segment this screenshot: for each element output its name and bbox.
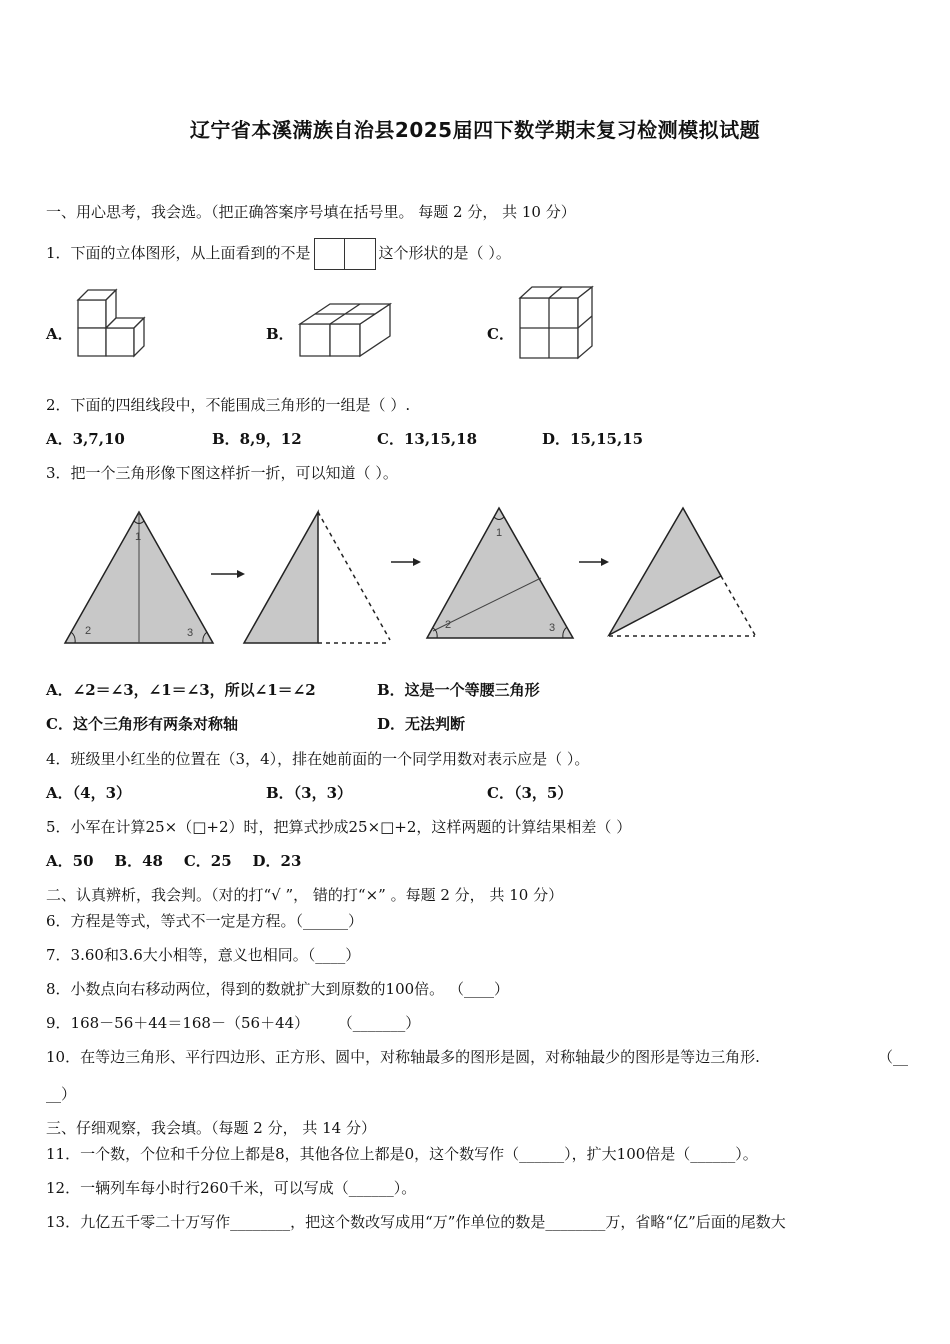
question-11: 11．一个数，个位和千分位上都是8，其他各位上都是0，这个数写作（______），扩大100倍是（______）。 (46, 1145, 758, 1163)
question-2-stem: 2．下面的四组线段中，不能围成三角形的一组是（ ）. (46, 396, 411, 414)
question-8: 8．小数点向右移动两位，得到的数就扩大到原数的100倍。 （____） (46, 980, 509, 998)
triangle-folding-figure (55, 500, 775, 652)
section-3-heading: 三、仔细观察，我会填。（每题 2 分， 共 14 分） (46, 1119, 376, 1137)
section-2-heading: 二、认真辨析，我会判。（对的打“√ ”， 错的打“×” 。每题 2 分， 共 10 分） (46, 886, 564, 904)
q1-option-b-label: B． (266, 325, 294, 343)
q1-option-a-label: A． (46, 325, 73, 343)
q3-option-a: A．∠2＝∠3，∠1＝∠3，所以∠1＝∠2 (46, 681, 316, 699)
question-1-stem-b: 这个形状的是（ ）。 (378, 244, 511, 262)
q2-option-b: B．8,9，12 (212, 430, 302, 448)
cube-figure-a (74, 286, 154, 360)
question-1-stem-a: 1．下面的立体图形，从上面看到的不是 (46, 244, 311, 262)
q1-option-c-label: C． (487, 325, 514, 343)
q5-options: A．50 B．48 C．25 D．23 (46, 852, 302, 870)
q3-option-d: D．无法判断 (377, 715, 466, 733)
q3-option-c: C．这个三角形有两条对称轴 (46, 715, 238, 733)
angle-3-label: 3 (187, 627, 194, 639)
question-9: 9．168－56＋44＝168－（56＋44） （_______） (46, 1014, 421, 1032)
cube-figure-c (516, 284, 598, 362)
q4-option-c: C．（3，5） (487, 784, 573, 802)
question-13: 13．九亿五千零二十万写作________，把这个数改写成用“万”作单位的数是________万，省略“亿”后面的尾数大 (46, 1213, 786, 1231)
page-title: 辽宁省本溪满族自治县2025届四下数学期末复习检测模拟试题 (189, 118, 761, 142)
q2-option-a: A．3,7,10 (46, 430, 125, 448)
section-1-heading: 一、用心思考，我会选。（把正确答案序号填在括号里。 每题 2 分， 共 10 分） (46, 203, 576, 221)
question-7: 7．3.60和3.6大小相等，意义也相同。（____） (46, 946, 361, 964)
q2-option-c: C．13,15,18 (377, 430, 478, 448)
question-3-stem: 3．把一个三角形像下图这样折一折，可以知道（ ）。 (46, 464, 398, 482)
cube-figure-b (296, 298, 396, 360)
angle-3-label-fold2: 3 (549, 622, 556, 634)
question-5-stem: 5．小军在计算25×（□+2）时，把算式抄成25×□+2，这样两题的计算结果相差（ ） (46, 818, 632, 836)
angle-2-label: 2 (85, 625, 92, 637)
angle-2-label-fold2: 2 (445, 619, 452, 631)
question-10-blank-end: __） (46, 1085, 77, 1103)
angle-1-label: 1 (135, 531, 142, 543)
two-square-shape (314, 238, 376, 270)
angle-1-label-fold2: 1 (496, 527, 503, 539)
question-10: 10．在等边三角形、平行四边形、正方形、圆中，对称轴最多的图形是圆，对称轴最少的图形是等边三角形. (46, 1048, 760, 1066)
q3-option-b: B．这是一个等腰三角形 (377, 681, 540, 699)
question-4-stem: 4．班级里小红坐的位置在（3，4），排在她前面的一个同学用数对表示应是（ ）。 (46, 750, 590, 768)
question-6: 6．方程是等式，等式不一定是方程。（______） (46, 912, 364, 930)
q4-option-b: B．（3，3） (266, 784, 353, 802)
question-12: 12．一辆列车每小时行260千米，可以写成（______）。 (46, 1179, 417, 1197)
q2-option-d: D．15,15,15 (542, 430, 644, 448)
q4-option-a: A．（4，3） (46, 784, 132, 802)
question-1-stem (46, 238, 511, 270)
question-10-blank-start: （__ (878, 1048, 909, 1066)
